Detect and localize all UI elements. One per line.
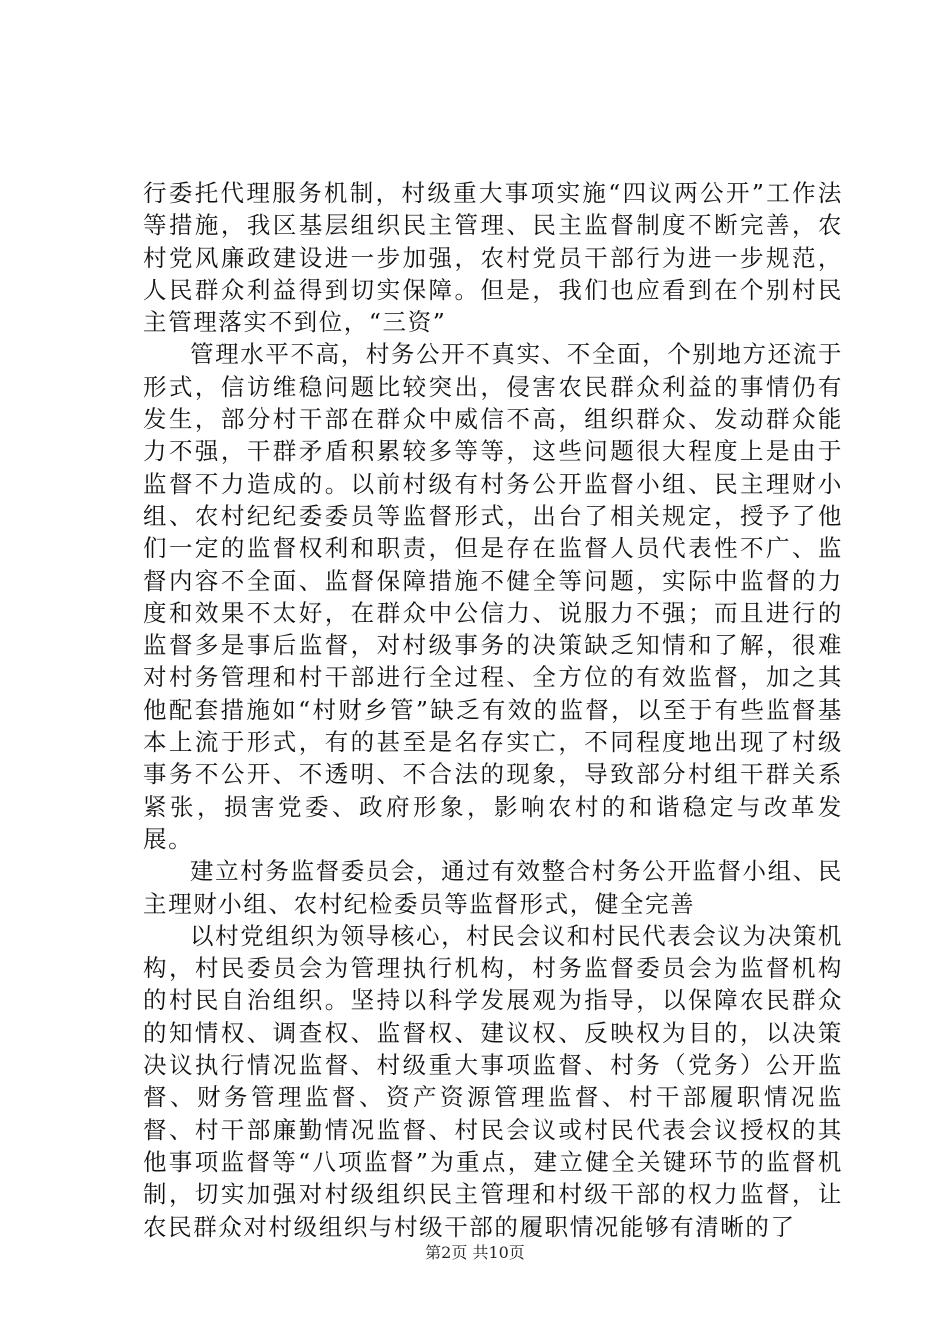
page-number-footer: 第2页 共10页	[425, 1243, 525, 1262]
paragraph-3: 建立村务监督委员会，通过有效整合村务公开监督小组、民主理财小组、农村纪检委员等监督形式，健全完善	[143, 857, 843, 918]
paragraph-1: 行委托代理服务机制，村级重大事项实施“四议两公开”工作法等措施，我区基层组织民主管理、民主监督制度不断完善，农村党风廉政建设进一步加强，农村党员干部行为进一步规范，人民群众利益得到切实保障。但是，我们也应看到在个别村民主管理落实不到位，“三资”	[143, 179, 843, 337]
paragraph-4: 以村党组织为领导核心，村民会议和村民代表会议为决策机构，村民委员会为管理执行机构，村务监督委员会为监督机构的村民自治组织。坚持以科学发展观为指导，以保障农民群众的知情权、调查权、监督权、建议权、反映权为目的，以决策决议执行情况监督、村级重大事项监督、村务（党务）公开监督、财务管理监督、资产资源管理监督、村干部履职情况监督、村干部廉勤情况监督、村民会议或村民代表会议授权的其他事项监督等“八项监督”为重点，建立健全关键环节的监督机制，切实加强对村级组织民主管理和村级干部的权力监督，让农民群众对村级组织与村级干部的履职情况能够有清晰的了	[143, 921, 843, 1241]
paragraph-2: 管理水平不高，村务公开不真实、不全面，个别地方还流于形式，信访维稳问题比较突出，侵害农民群众利益的事情仍有发生，部分村干部在群众中威信不高，组织群众、发动群众能力不强，干群矛盾积累较多等等，这些问题很大程度上是由于监督不力造成的。以前村级有村务公开监督小组、民主理财小组、农村纪纪委委员等监督形式，出台了相关规定，授予了他们一定的监督权利和职责，但是存在监督人员代表性不广、监督内容不全面、监督保障措施不健全等问题，实际中监督的力度和效果不太好，在群众中公信力、说服力不强；而且进行的监督多是事后监督，对村级事务的决策缺乏知情和了解，很难对村务管理和村干部进行全过程、全方位的有效监督，加之其他配套措施如“村财乡管”缺乏有效的监督，以至于有些监督基本上流于形式，有的甚至是名存实亡，不同程度地出现了村级事务不公开、不透明、不合法的现象，导致部分村组干群关系紧张，损害党委、政府形象，影响农村的和谐稳定与改革发展。	[143, 340, 843, 853]
document-body	[143, 177, 843, 1243]
